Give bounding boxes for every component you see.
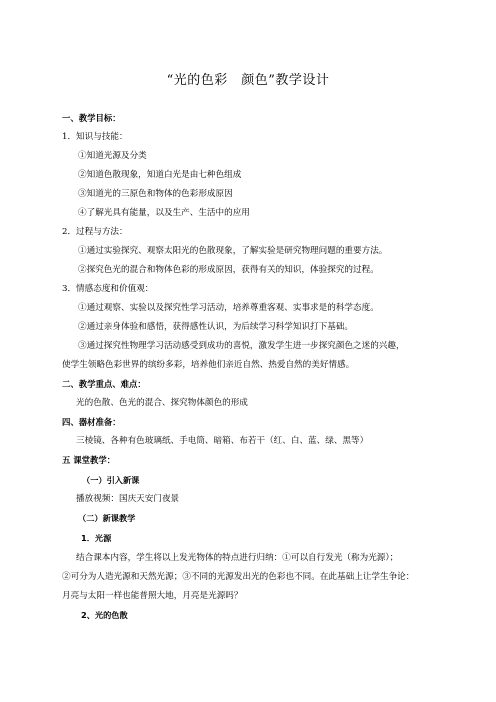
subheading-knowledge: 1．知识与技能：: [62, 132, 128, 142]
section-heading-key-points: 二、教学重点、难点：: [62, 379, 146, 389]
list-item: ①通过实验探究、观察太阳光的色散现象，了解实验是研究物理问题的重要方法。: [78, 246, 388, 256]
section-heading-objectives: 一、教学目标：: [62, 113, 121, 123]
key-points-text: 光的色散、色光的混合、探究物体颜色的形成: [76, 398, 248, 408]
section-heading-equipment: 四、器材准备：: [62, 417, 121, 427]
equipment-text: 三棱镜、各种有色玻璃纸、手电筒、暗箱、布若干（红、白、蓝、绿、黑等）: [76, 436, 369, 446]
list-item: ①知道光源及分类: [78, 151, 147, 161]
paragraph-line: 月亮与太阳一样也能普照大地，月亮是光源吗？: [62, 591, 243, 601]
list-item-continuation: 使学生领略色彩世界的缤纷多彩，培养他们亲近自然、热爱自然的美好情感。: [62, 360, 355, 370]
intro-text: 播放视频：国庆天安门夜景: [76, 494, 180, 504]
subheading-attitude: 3．情感态度和价值观：: [62, 284, 154, 294]
list-item: ①通过观察、实验以及探究性学习活动，培养尊重客观、实事求是的科学态度。: [78, 303, 379, 313]
paragraph-line: 结合课本内容，学生将以上发光物体的特点进行归纳：①可以自行发光（称为光源）；: [76, 553, 399, 563]
document-title: “光的色彩 颜色”教学设计: [166, 73, 330, 88]
topic-light-source: 1．光源: [81, 533, 112, 543]
paragraph-line: ②可分为人造光源和天然光源；③不同的光源发出光的色彩也不同。在此基础上让学生争论：: [62, 572, 415, 582]
list-item: ③通过探究性物理学习活动感受到成功的喜悦，激发学生进一步探究颜色之迷的兴趣，: [78, 341, 405, 351]
subheading-process: 2．过程与方法：: [62, 227, 128, 237]
section-heading-process: 五 课堂教学：: [62, 455, 116, 465]
list-item: ②通过亲身体验和感悟，获得感性认识，为后续学习科学知识打下基础。: [78, 322, 354, 332]
list-item: ②知道色散现象，知道白光是由七种色组成: [78, 170, 242, 180]
list-item: ③知道光的三原色和物体的色彩形成原因: [78, 189, 233, 199]
subheading-new-lesson: （二）新课教学: [78, 513, 136, 523]
list-item: ④了解光具有能量，以及生产、生活中的应用: [78, 208, 250, 218]
list-item: ②探究色光的混合和物体色彩的形成原因，获得有关的知识，体验探究的过程。: [78, 265, 379, 275]
topic-dispersion: 2、光的色散: [81, 610, 128, 620]
subheading-intro: （一）引入新课: [82, 475, 140, 485]
